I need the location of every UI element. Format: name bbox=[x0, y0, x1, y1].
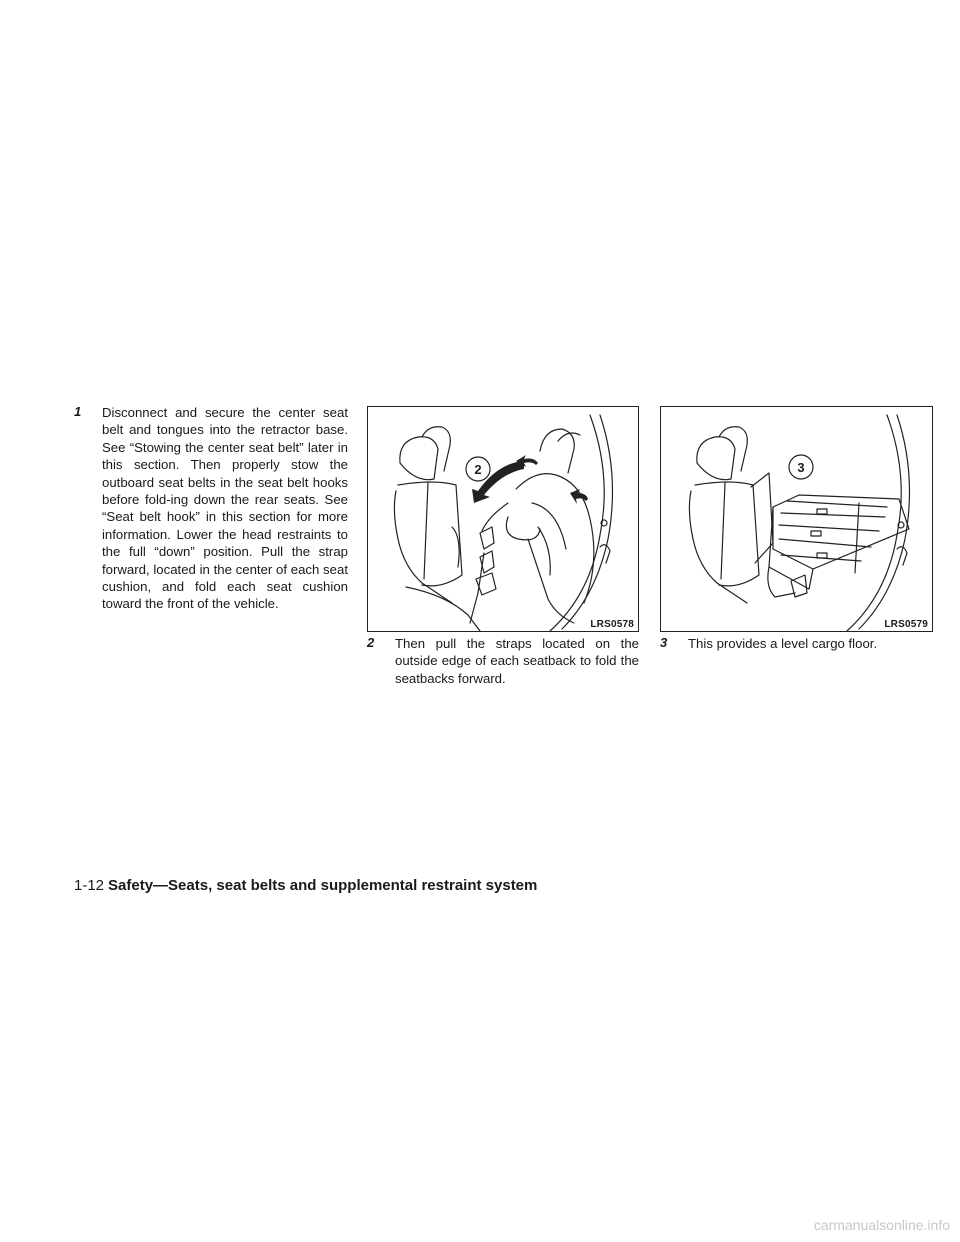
figure-lrs0578 bbox=[367, 406, 639, 632]
step-3 bbox=[660, 635, 933, 652]
figure-lrs0579 bbox=[660, 406, 933, 632]
level-cargo-floor-illustration bbox=[661, 407, 932, 631]
figure-1-code: LRS0578 bbox=[590, 619, 634, 630]
figure-2-callout: 3 bbox=[797, 460, 805, 475]
step-3-text: This provides a level cargo floor. bbox=[688, 636, 878, 651]
step-3-marker: 3 bbox=[660, 635, 668, 650]
page-footer bbox=[74, 877, 537, 894]
step-2-text: Then pull the straps located on the outside edge of each seatback to fold the seatbacks forward. bbox=[395, 636, 639, 686]
step-1-text: Disconnect and secure the center seat belt and tongues into the retractor base. See “Stowing the center seat belt” later in this section. Then properly stow the outboard seat belts in the seat belt hooks before fold-ing down the rear seats. See “Seat belt hook” in this section for more information. Lower the head restraints to the full “down” position. Pull the strap forward, located in the center of each seat cushion, and fold each seat cushion toward the front of the vehicle. bbox=[102, 405, 348, 612]
figure-1-callout: 2 bbox=[474, 462, 482, 477]
step-1 bbox=[74, 404, 348, 613]
figure-2-code: LRS0579 bbox=[884, 619, 928, 630]
section-title: Safety—Seats, seat belts and supplemental restraint system bbox=[108, 877, 538, 894]
page-number: 1-12 bbox=[74, 877, 105, 894]
seat-fold-illustration-1 bbox=[368, 407, 638, 631]
watermark: carmanualsonline.info bbox=[813, 1217, 950, 1233]
step-2 bbox=[367, 635, 639, 687]
step-2-marker: 2 bbox=[367, 635, 375, 650]
step-1-marker: 1 bbox=[74, 404, 82, 419]
